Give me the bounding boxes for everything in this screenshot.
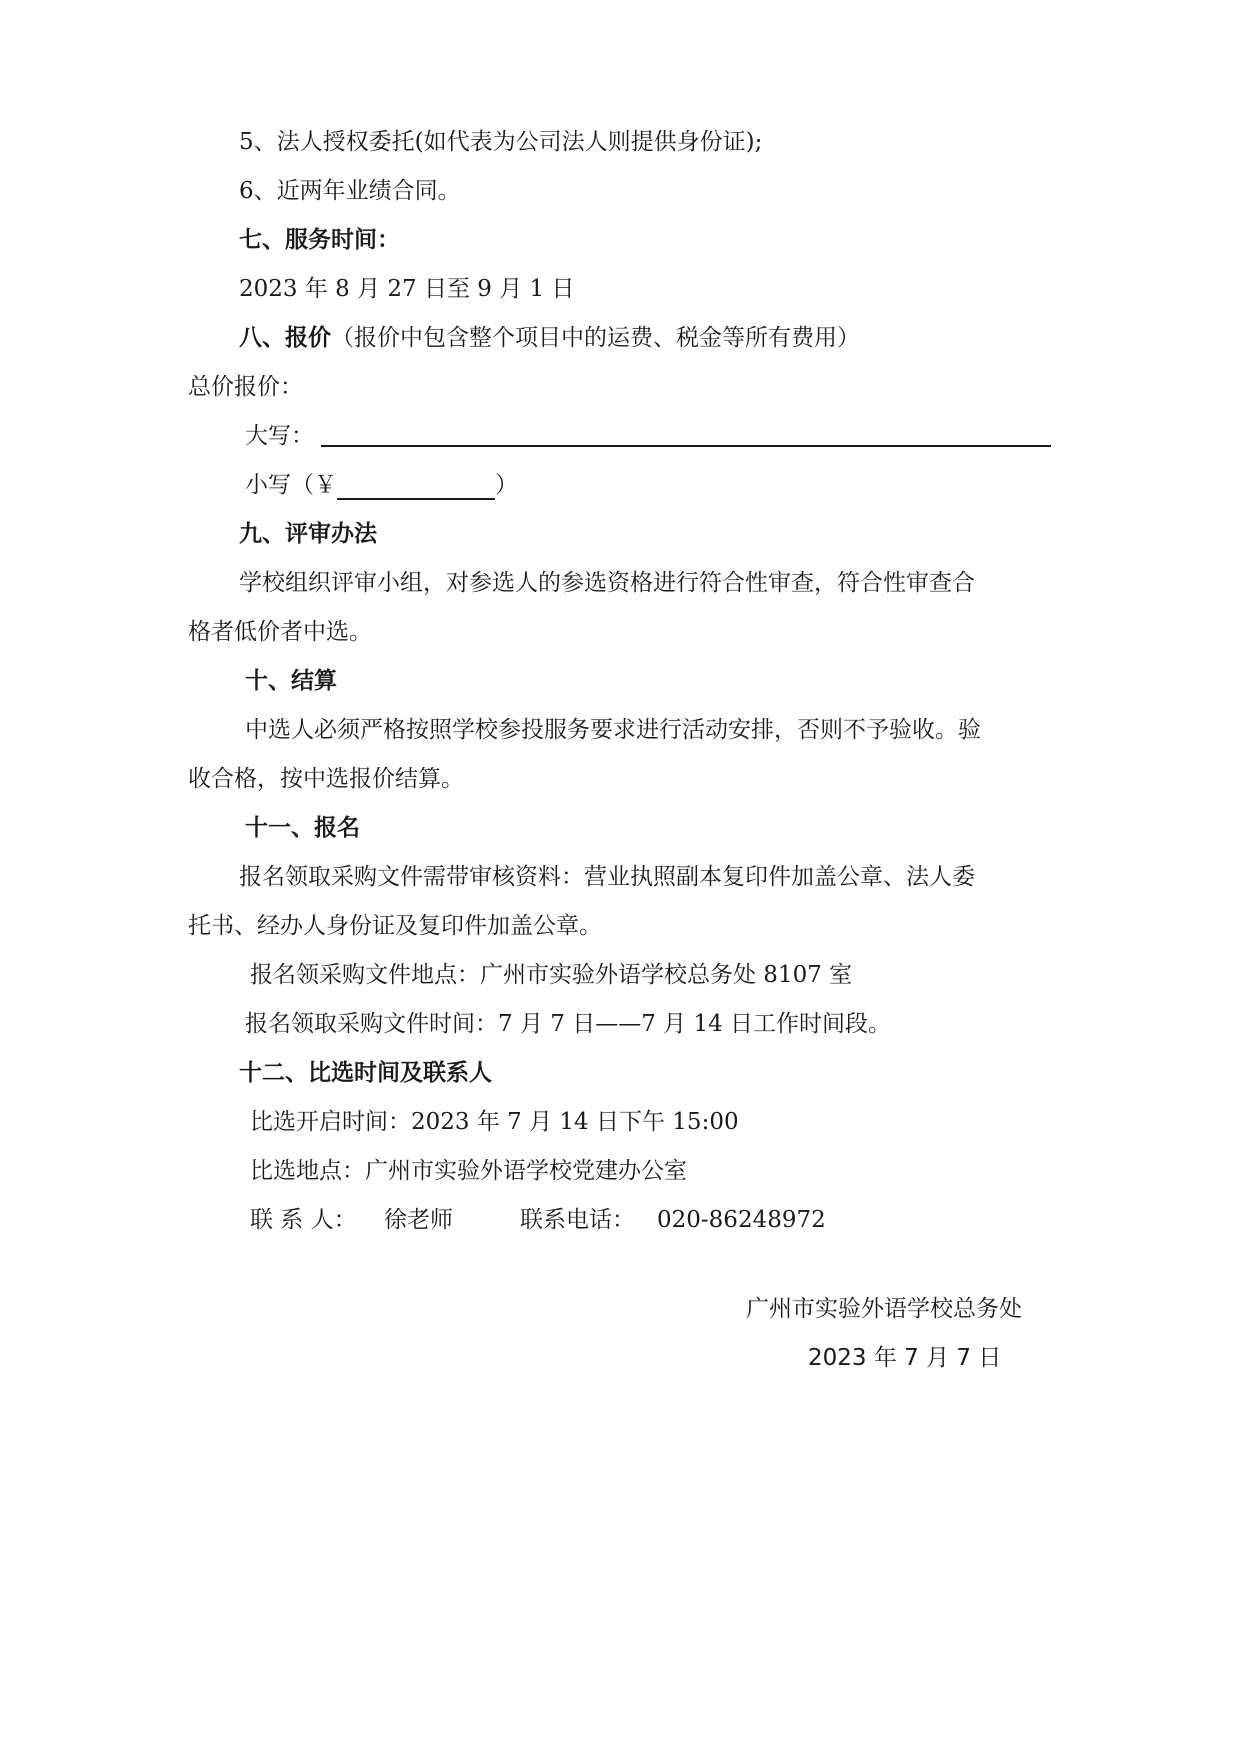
section-11-time: 报名领取采购文件时间：7 月 7 日——7 月 14 日工作时间段。 — [245, 1011, 892, 1037]
section-8-note: （报价中包含整个项目中的运费、税金等所有费用） — [331, 325, 860, 351]
contact-name: 徐老师 — [384, 1207, 453, 1233]
section-12-place: 比选地点：广州市实验外语学校党建办公室 — [250, 1158, 687, 1184]
section-8-heading: 八、报价 — [239, 324, 331, 351]
phone-value: 020-86248972 — [657, 1207, 826, 1233]
section-7-text: 2023 年 8 月 27 日至 9 月 1 日 — [239, 276, 575, 302]
daxie-label: 大写： — [245, 423, 314, 449]
section-10-text-1: 中选人必须严格按照学校参投服务要求进行活动安排，否则不予验收。验 — [245, 717, 981, 743]
contact-label: 联 系 人： — [250, 1207, 357, 1233]
section-11-text-1: 报名领取采购文件需带审核资料：营业执照副本复印件加盖公章、法人委 — [239, 864, 975, 890]
phone-label: 联系电话： — [520, 1207, 635, 1233]
signature-organization: 广州市实验外语学校总务处 — [746, 1296, 1022, 1322]
daxie-blank-line — [321, 421, 1051, 447]
section-9-heading: 九、评审办法 — [239, 520, 377, 547]
section-10-text-2: 收合格，按中选报价结算。 — [188, 766, 464, 792]
section-11-text-2: 托书、经办人身份证及复印件加盖公章。 — [188, 913, 602, 939]
section-9-text-2: 格者低价者中选。 — [188, 619, 372, 645]
list-item-5: 5、法人授权委托(如代表为公司法人则提供身份证); — [239, 129, 763, 155]
section-11-place: 报名领采购文件地点：广州市实验外语学校总务处 8107 室 — [250, 962, 853, 988]
section-12-open-time: 比选开启时间：2023 年 7 月 14 日下午 15:00 — [250, 1109, 739, 1135]
list-item-6: 6、近两年业绩合同。 — [239, 178, 461, 204]
total-price-label: 总价报价： — [188, 374, 303, 400]
section-12-heading: 十二、比选时间及联系人 — [239, 1059, 492, 1086]
section-8-heading-line — [239, 323, 860, 353]
section-10-heading: 十、结算 — [245, 667, 337, 694]
signature-date: 2023 年 7 月 7 日 — [808, 1345, 1002, 1371]
xiaoxie-line — [245, 470, 518, 500]
section-11-heading: 十一、报名 — [245, 814, 360, 841]
section-9-text-1: 学校组织评审小组，对参选人的参选资格进行符合性审查，符合性审查合 — [239, 570, 975, 596]
xiaoxie-blank-line — [337, 474, 495, 500]
xiaoxie-label: 小写（￥ — [245, 472, 337, 498]
section-7-heading: 七、服务时间： — [239, 226, 400, 253]
xiaoxie-close: ） — [495, 472, 518, 498]
